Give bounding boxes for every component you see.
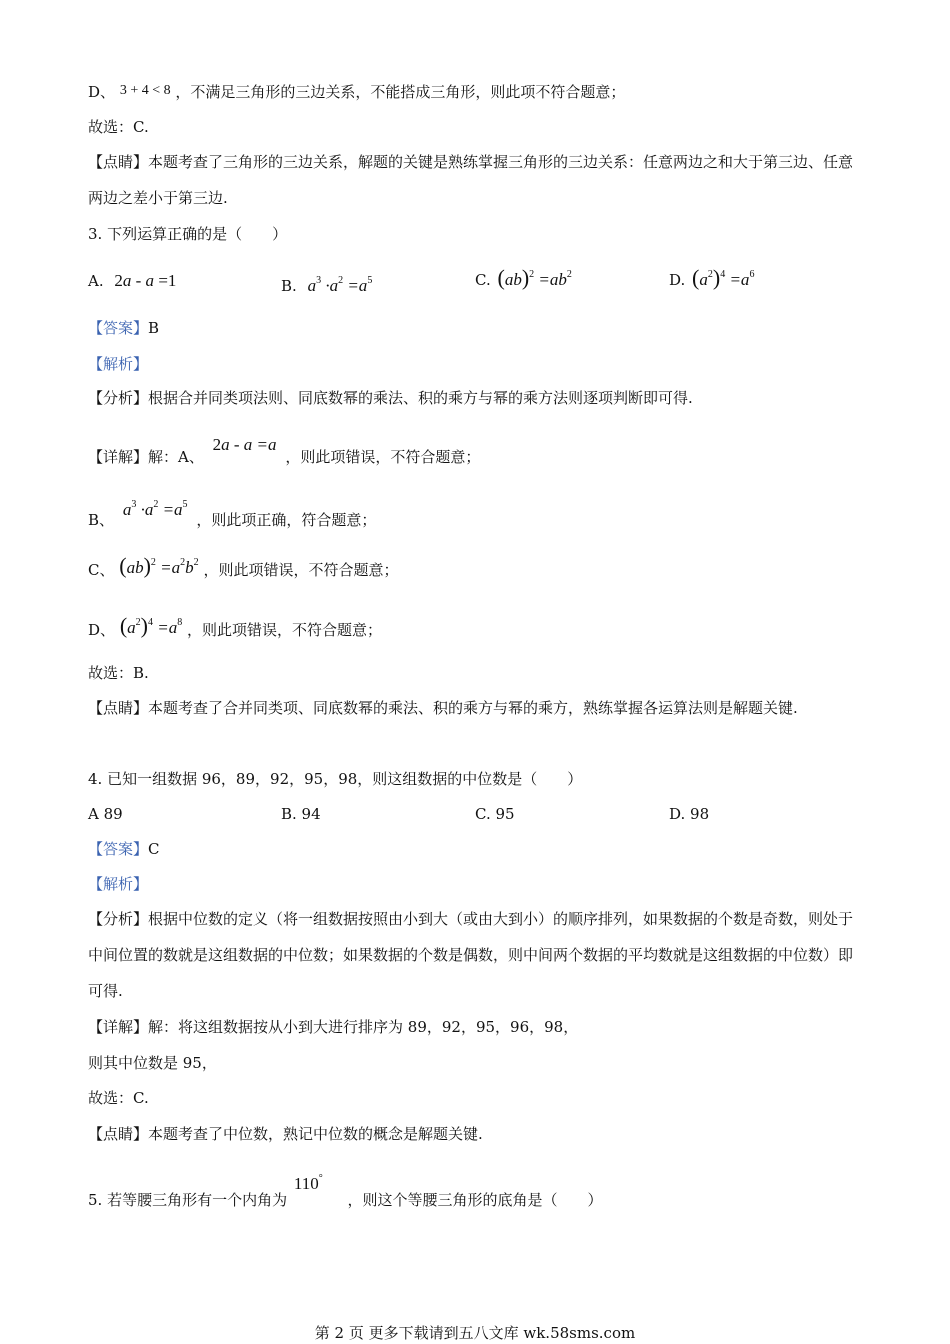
q4-option-c: C. 95 [475, 805, 515, 823]
q4-detail [88, 1016, 578, 1038]
option-label: C. [475, 271, 491, 289]
q4-comment [88, 1123, 483, 1145]
q4-option-b: B. 94 [281, 805, 321, 823]
q4-option-a: A 89 [88, 805, 123, 823]
option-label: B. [281, 277, 297, 295]
comment-text: 本题考查了合并同类项、同底数幂的乘法、积的乘方与幂的乘方，熟练掌握各运算法则是解题关键. [148, 699, 798, 717]
fenxi-tag: 【分析】 [88, 910, 149, 928]
inequality-math: 3 + 4 < 8 [119, 83, 171, 98]
q4-answer [88, 838, 160, 860]
q3-detail-c [88, 552, 398, 581]
q4-median: 则其中位数是 95， [88, 1054, 217, 1072]
q3-stem: 3. 下列运算正确的是（ ） [88, 225, 288, 243]
comment-text: 本题考查了中位数，熟记中位数的概念是解题关键. [148, 1125, 483, 1143]
option-b-math: $a^3 \cdot a^2 =a^5$ [307, 275, 373, 295]
q4-choose: 故选：C. [88, 1089, 149, 1107]
detail-prefix: C、 [88, 561, 115, 579]
q3-detail-a [88, 434, 480, 468]
detail-tag: 【详解】 [88, 448, 149, 466]
detail-text: ，则此项错误，不符合题意； [203, 561, 399, 579]
q3-option-d [669, 264, 754, 291]
stem-text: ，则这个等腰三角形的底角是（ ） [347, 1191, 603, 1209]
detail-text: 解：将这组数据按从小到大进行排序为 89，92，95，96，98， [148, 1018, 579, 1036]
q4-stem: 4. 已知一组数据 96，89，92，95，98，则这组数据的中位数是（ ） [88, 770, 583, 788]
detail-tag: 【详解】 [88, 1018, 149, 1036]
detail-d-math: $(a^2)^4 =a^8$ [119, 613, 183, 638]
q3-option-a [88, 270, 176, 292]
option-c-math: $(ab)^2 =ab^2$ [497, 265, 572, 290]
angle-math: 110° [293, 1173, 323, 1193]
prev-choose: 故选：C. [88, 118, 149, 136]
q3-option-b [281, 270, 372, 297]
comment-tag: 【点睛】 [88, 153, 149, 171]
detail-prefix: D、 [88, 621, 116, 639]
option-label: A. [88, 272, 104, 290]
fenxi-text: 根据中位数的定义（将一组数据按照由小到大（或由大到小）的顺序排列，如果数据的个数是奇数，则处于中间位置的数就是这组数据的中位数；如果数据的个数是偶数，则中间两个数据的平均数就是这组数据的中位数）即可得. [88, 910, 854, 1000]
answer-value: C [148, 840, 160, 858]
q3-fenxi [88, 387, 693, 409]
q3-option-c [475, 264, 572, 291]
fenxi-tag: 【分析】 [88, 389, 149, 407]
prev-option-d [88, 80, 625, 103]
detail-a-math: 2a - a =a [212, 435, 277, 454]
q3-detail-b [88, 494, 376, 531]
answer-tag: 【答案】 [88, 319, 149, 337]
detail-prefix: B、 [88, 511, 115, 529]
q5-stem [88, 1168, 603, 1211]
option-label: D. [669, 271, 686, 289]
detail-prefix: 解：A、 [148, 448, 204, 466]
q3-detail-d [88, 612, 382, 641]
answer-value: B [148, 319, 160, 337]
page-footer: 第 2 页 更多下载请到五八文库 wk.58sms.com [314, 1324, 636, 1342]
detail-text: ，则此项正确，符合题意； [196, 511, 377, 529]
prev-comment [88, 144, 858, 216]
comment-tag: 【点睛】 [88, 699, 149, 717]
option-a-math: 2a - a =1 [114, 271, 177, 290]
detail-text: ，则此项错误，不符合题意； [186, 621, 382, 639]
option-text: ，不满足三角形的三边关系，不能搭成三角形，则此项不符合题意； [175, 83, 626, 101]
stem-text: 5. 若等腰三角形有一个内角为 [88, 1191, 288, 1209]
option-label: D、 [88, 83, 116, 101]
detail-text: ，则此项错误，不符合题意； [285, 448, 481, 466]
detail-b-math: $a^3 \cdot a^2 =a^5$ [122, 499, 188, 519]
q4-analysis-tag: 【解析】 [88, 875, 149, 893]
fenxi-text: 根据合并同类项法则、同底数幂的乘法、积的乘方与幂的乘方法则逐项判断即可得. [148, 389, 693, 407]
option-d-math: $(a^2)^4 =a^6$ [692, 265, 755, 290]
comment-tag: 【点睛】 [88, 1125, 149, 1143]
detail-c-math: $(ab)^2 =a^2b^2$ [119, 553, 199, 578]
q4-option-d: D. 98 [669, 805, 710, 823]
q4-fenxi [88, 901, 858, 1009]
q3-answer [88, 317, 159, 339]
angle-value: 110 [293, 1174, 319, 1193]
q3-comment [88, 690, 858, 726]
q3-choose: 故选：B. [88, 664, 149, 682]
q3-analysis-tag: 【解析】 [88, 355, 149, 373]
comment-text: 本题考查了三角形的三边关系，解题的关键是熟练掌握三角形的三边关系：任意两边之和大于第三边、任意两边之差小于第三边. [88, 153, 854, 207]
answer-tag: 【答案】 [88, 840, 149, 858]
